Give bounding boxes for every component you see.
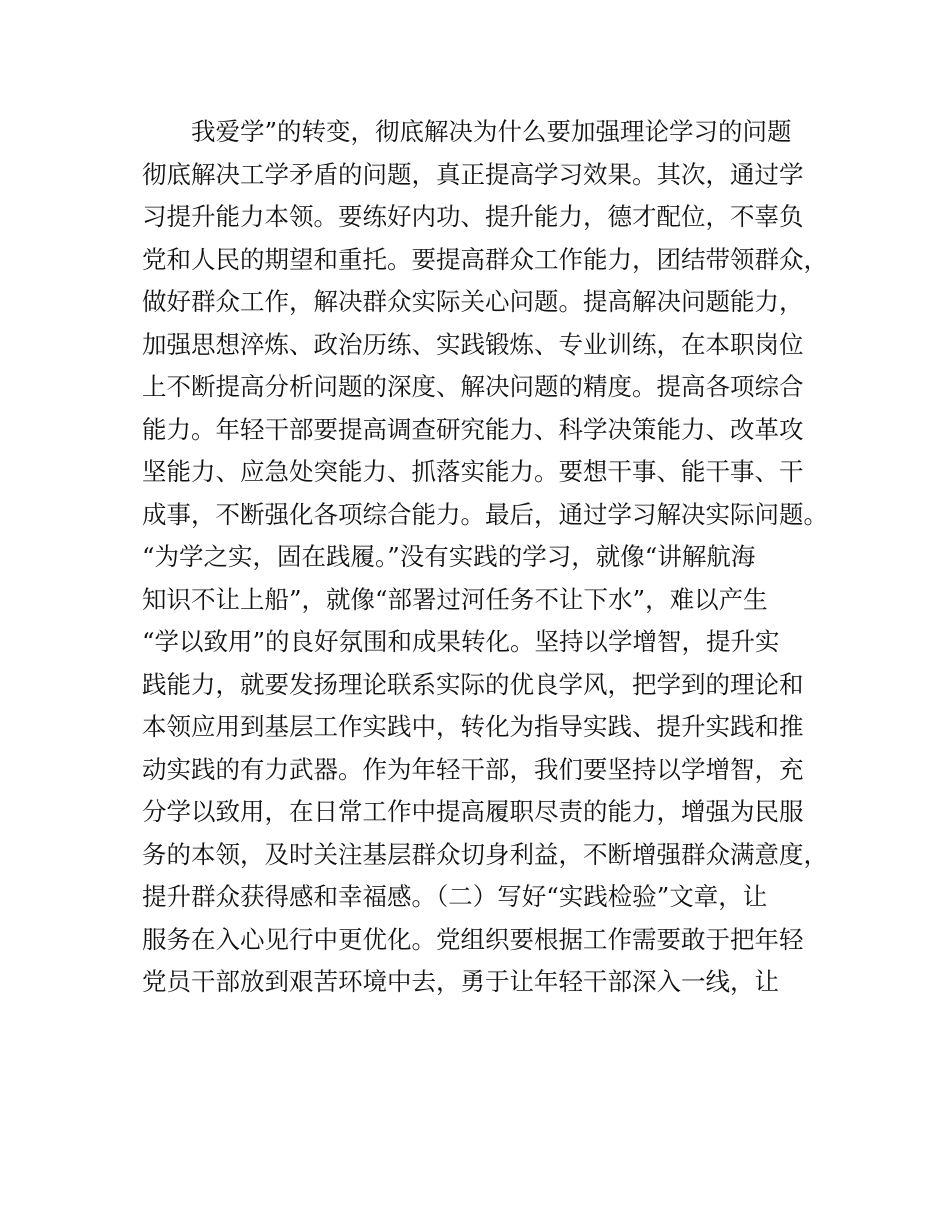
body-text	[142, 111, 832, 1004]
text-line: 党和人民的期望和重托。要提高群众工作能力，团结带领群众，	[142, 244, 828, 274]
text-line: 分学以致用，在日常工作中提高履职尽责的能力，增强为民服	[142, 797, 804, 826]
text-line: “学以致用”的良好氛围和成果转化。坚持以学增智，提升实	[142, 627, 780, 656]
text-line: 践能力，就要发扬理论联系实际的优良学风，把学到的理论和	[142, 669, 804, 699]
text-line: 提升群众获得感和幸福感。（二）写好“实践检验”文章，让	[142, 882, 768, 911]
text-line: 做好群众工作，解决群众实际关心问题。提高解决问题能力，	[142, 287, 804, 316]
text-line: “为学之实，固在践履。”没有实践的学习，就像“讲解航海	[142, 542, 756, 571]
text-line: 党员干部放到艰苦环境中去，勇于让年轻干部深入一线，让	[142, 967, 779, 996]
text-line: 加强思想淬炼、政治历练、实践锻炼、专业训练，在本职岗位	[142, 329, 804, 359]
text-line: 上不断提高分析问题的深度、解决问题的精度。提高各项综合	[142, 372, 804, 401]
text-line: 务的本领，及时关注基层群众切身利益，不断增强群众满意度，	[142, 839, 828, 869]
text-line: 能力。年轻干部要提高调查研究能力、科学决策能力、改革攻	[142, 414, 804, 444]
text-line: 彻底解决工学矛盾的问题，真正提高学习效果。其次，通过学	[142, 159, 804, 189]
text-line: 习提升能力本领。要练好内功、提升能力，德才配位，不辜负	[142, 202, 804, 231]
text-line: 成事，不断强化各项综合能力。最后，通过学习解决实际问题。	[142, 499, 828, 529]
text-line: 动实践的有力武器。作为年轻干部，我们要坚持以学增智，充	[142, 754, 804, 784]
text-line: 本领应用到基层工作实践中，转化为指导实践、提升实践和推	[142, 712, 804, 741]
text-line: 服务在入心见行中更优化。党组织要根据工作需要敢于把年轻	[142, 924, 804, 954]
text-line: 坚能力、应急处突能力、抓落实能力。要想干事、能干事、干	[142, 457, 804, 486]
text-line: 我爱学”的转变，彻底解决为什么要加强理论学习的问题	[191, 117, 792, 146]
text-line: 知识不让上船”，就像“部署过河任务不让下水”，难以产生	[142, 584, 768, 614]
